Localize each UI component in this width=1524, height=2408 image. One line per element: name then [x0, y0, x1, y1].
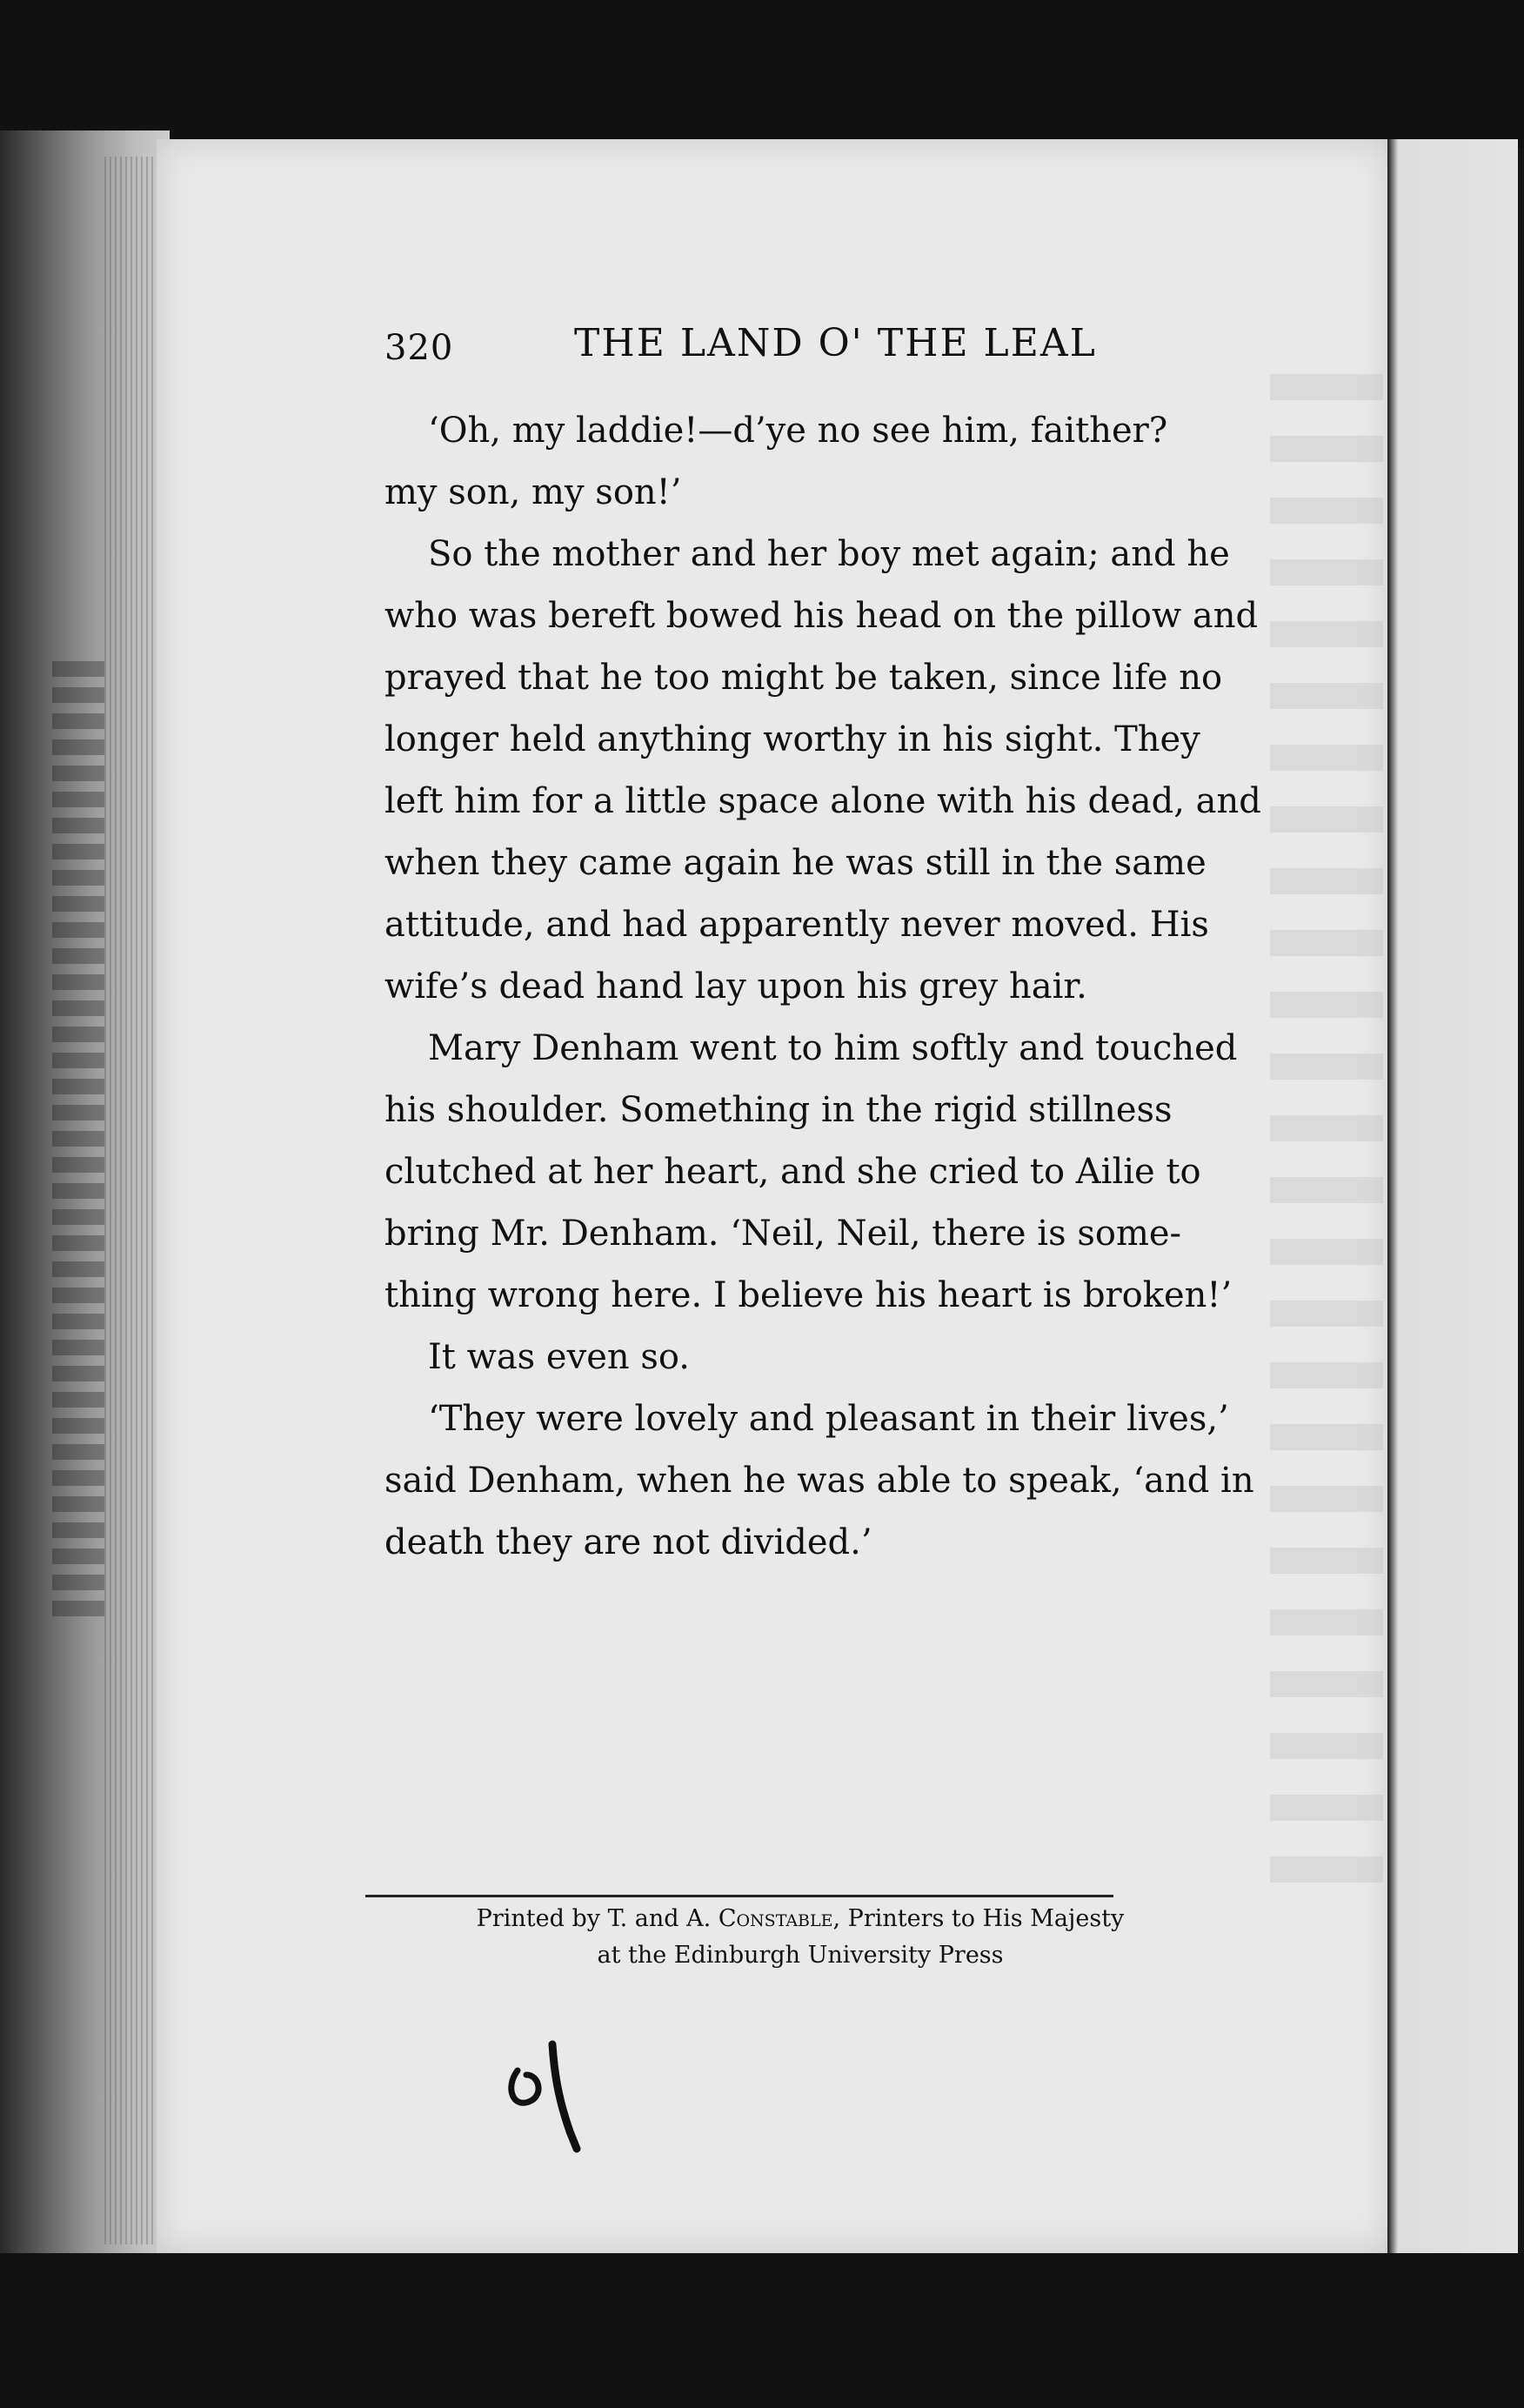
colophon [331, 1901, 1270, 1974]
colophon-suffix: , Printers to His Majesty [832, 1905, 1125, 1932]
scan-background-top [0, 0, 1524, 148]
text-line: left him for a little space alone with his dead, and [384, 781, 1261, 821]
text-line: clutched at her heart, and she cried to Ailie to [384, 1152, 1201, 1192]
running-title: THE LAND O' THE LEAL [574, 321, 1097, 365]
text-line: death they are not divided.’ [384, 1522, 872, 1562]
text-line: thing wrong here. I believe his heart is broken!’ [384, 1275, 1233, 1315]
spine-lettering [52, 661, 104, 1618]
text-line: longer held anything worthy in his sight. They [384, 719, 1200, 759]
text-line: attitude, and had apparently never moved. His [384, 905, 1209, 945]
page-header [0, 318, 1524, 378]
text-line: prayed that he too might be taken, since life no [384, 658, 1223, 698]
colophon-line-1 [331, 1901, 1270, 1937]
page-number: 320 [384, 328, 454, 368]
text-line: Mary Denham went to him softly and touched [428, 1028, 1238, 1068]
handwritten-mark [500, 2036, 605, 2157]
text-line: when they came again he was still in the same [384, 843, 1206, 883]
text-line: ‘Oh, my laddie!—d’ye no see him, faither? [428, 411, 1168, 451]
text-line: wife’s dead hand lay upon his grey hair. [384, 967, 1087, 1007]
printer-name: Constable [718, 1905, 833, 1932]
text-line: ‘They were lovely and pleasant in their lives,’ [428, 1399, 1229, 1439]
colophon-rule [365, 1895, 1113, 1897]
facing-page-edge [1387, 139, 1518, 2271]
text-line: said Denham, when he was able to speak, ‘and in [384, 1461, 1254, 1501]
text-line: It was even so. [428, 1337, 690, 1377]
text-line: his shoulder. Something in the rigid stillness [384, 1090, 1173, 1130]
text-line: bring Mr. Denham. ‘Neil, Neil, there is some- [384, 1214, 1182, 1254]
scan-background-bottom [0, 2253, 1524, 2408]
text-line: So the mother and her boy met again; and he [428, 534, 1230, 574]
text-line: my son, my son!’ [384, 472, 682, 512]
text-line: who was bereft bowed his head on the pillow and [384, 596, 1259, 636]
colophon-prefix: Printed by T. and A. [476, 1905, 719, 1932]
colophon-line-2: at the Edinburgh University Press [597, 1942, 1004, 1969]
body-text [384, 400, 1289, 1574]
